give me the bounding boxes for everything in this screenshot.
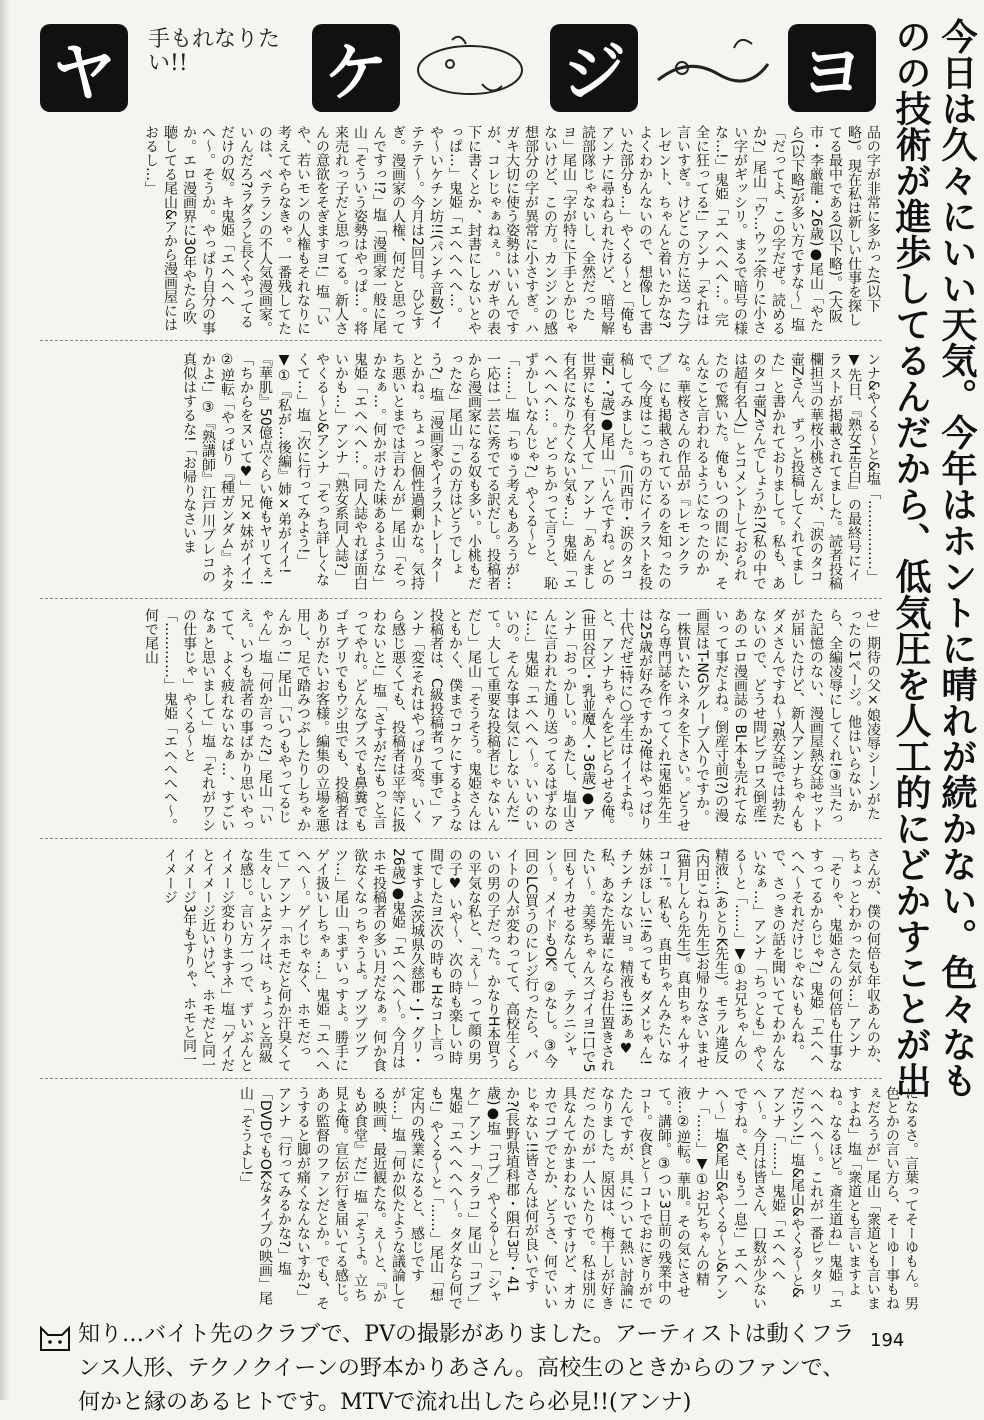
divider [40,1078,882,1079]
row-4-text: さんが、僕の何倍も年収あんのか、ちょっとわかった気が…」アンナ「そりゃ、鬼姫さんの何倍も仕事なすってるからじゃ?」鬼姫「エヘヘへへ〜それだけじゃないもんね。で、さっきの話を聞いててわかんないなぁ…」アンナ「ちっとも」やくる〜と「……」▼①お兄ちゃんの精液…(あとりK先生)。モラル違反(内田こねり先生)お帰りなさいませ(猫月しんら先生)。真由ちゃんサイコー!。私も、真由ちゃんみたいな妹がほしい!!あっても ダメじゃん!チンチンないヨ。精液も!!あぁ♥ 私、あなた先輩にならお仕置きされたい〜。美琴ちゃんスゴイヨ!口で5回もイカせるなんて、テクニシャン〜。メイドもOK。②なし。③今回のLC買うのにレジ行ったら、バイトの人が変わってて、高校生くらいの男の子だった。かなりH本買うの平気な私と、「え〜」って顔の男の子♥ いや〜、次の時も楽しい時間でしたヨ!次の時も Hなコト言ってますよ(茨城県久慈郡・J・グリ・26歳)●鬼姫「エヘヘへ〜。今月はホモ投稿者の多い月だなぁ。何か食欲なくなっちゃうよ。ブツブツブツ…」尾山「まずいっすよ。勝手にゲイ扱いしちゃぁ…」鬼姫「エヘへへへ〜。ゲイじゃなく、ホモだって」アンナ「ホモだと何か汗臭くて生々しいよ!ゲイは、ちょっと高級な感じ。言い方一つで、ずいぶんとイメージ変わりますネ」塩「ゲイだとイメージ近いけど、ホモだと同一イメージ3年もすりゃ、ホモと同一イメージ [162,848,881,1073]
divider [40,340,882,341]
row-5-text: になるさ。言葉ってそーゆもん。男色とかの言い方ら、そーゆー事もねぇだろうが」尾山「衆道とも言いますよね」塩「衆道とも言いますよね。なるほど。斎生道ね」鬼姫「エヘへへへ〜。これが一番ピッタリだ!ウン!」塩&尾山&やくる〜と&アンナ「……」鬼姫「エヘへへへ〜。今月は皆さん、口数が少ないですね。さ、もう一息!」エヘへへ〜」塩&尾山&やくる〜と&アンナ「……」▼①お兄ちゃんの精液…②逆転。華肌。その気にさせて。講師。③つい3日前の残業中のコト。夜食と〜コトでおにぎりがでたんですが、具について熱い討論になりました。原因は、梅干しが好きだったのが一人いたりで。私は別に具なんてかまわないですけど、オカカでコブでとか、どうさ、何でいいじゃない!!皆さんは何が良いですか?(長野県埴科郡・隕石3号・41歳)●塩「コブ」やくる〜と「シャケ」アンナ「タラコ」尾山「コブ」鬼姫「エヘへへへ〜。タダなら何でも!」やくる〜と「……」尾山「想定内の残業になると、感じですが…」塩「何か似たような議論してる映画、最近観たな。え〜と、『かもめ食堂』だ!」塩「そうよ。立ち見よ俺。宣伝が行き届いてる感じ。あの監督のファンだとか。でも、そうすると脚が痛くなんないすか?」アンナ「行ってみるかな?」塩「DVDでもOKなタイプの映画」尾山「そうよし!」 [238,1086,919,1310]
footer-note: 知り…バイト先のクラブで、PVの撮影がありました。アーティストは動くフランス人形、テクノクイーンの野本かりあさん。高校生のときからのファンで、何かと縁のあるヒトです。MTVで流れ出したら必見!!(アンナ) [78,1322,855,1415]
handwritten-note: 今日は久々にいい天気。今年はホントに晴れが続かない。色々なものの技術が進歩してるんだから、低気圧を人工的にどかすことが出 [890,18,978,1098]
doodle-handwriting [148,28,308,76]
cat-face-icon [38,1322,72,1356]
row-1-text: 品の字が非常に多かった(以下略)。現在私は新しい仕事を探してる最中である(以下略)。(大阪市・李厳龍・26歳)●尾山「やたら(以下略)が多い方ですな〜」塩「だってよ、この字だぜ。読めるか?」尾山「ウ…ウッ!余りに小さい字がギッシリ。まるで暗号の様な…!」鬼姫「エヘヘヘへ…。完全に狂ってる!」アンナ「それは言いすぎ。けどこの方に送ったプレゼント、ちゃんと着いたかな?よくわかんないので、想像して書いた部分も…」やくる〜と「俺もアンナに尋ねられたけど、暗号解読部隊じゃないし、全然だったヨ」尾山「字が特に下手とかじゃないけど、この方。カンジンの感想部分の字が異常に小さすぎ。ハガキ大切に使う姿勢はいいんですが、コレじゃぁねぇ。ハガキの表下に書くとか、封書にしないとやっぱ…」鬼姫「エヘへへへ…。や〜いケチン坊!!(パンチ音数)イテテテ〜。今月は2回目。ひどすぎ。漫画家の人権、何だと思ってんですっ!?」塩「漫画家一般に尾山「そういう姿勢はやっぱ…。将来売れっ子だと思ってる。新人さんの意欲をそぎますヨ!」塩「いや、若いモンの人権もそれなりに考えてやらなきゃ。一番残してたのは、ベテランの不人気漫画家。いんだろ?ラダラと長くやってるだけの奴。キ鬼姫「エヘヘへへ〜。そうか。やっぱり自分の事か。エロ漫画界に30年やたら吹聴してる尾山&アから漫画屋にはおるし…」 [143,125,881,335]
page-number: 194 [870,1330,905,1351]
doodle-text: 手もれなりたい!! [148,27,281,76]
title-kana-ke: ケ [312,24,400,112]
divider [40,598,882,599]
column-row-1 [40,125,882,335]
row-2-text: ンナ&やくる〜と&塩「……………」▼先日、『熟女H告白』の最終号にイラストが掲載されてました。読者投稿欄担当の華桜小桃さんが、「涙のタコ壷Zさん、ずっと投稿してくれてました」と書かれておりまして。私も、あのタコ壷Zさんでしょうか!?(私の中では超有名人)」とコメントしておられたので驚いた。俺もいつの間にか、そんなこと言われるようになったのかな。華桜さんの作品が『レモンクラブ』にも掲載されているのを知ったので、今度はこっちの方にイラストを投稿してみました。(川西市・涙のタコ壷Z・?歳)●尾山「いんですね。どの世界にも有名人て」アンナ「あんまし有名になりたくない気も…」鬼姫「エヘへへへ…。どっちかって言うと、恥ずかしいなんじゃ?」やくる〜と「……」塩「ちゅう考えもあろうが…一応は一芸に秀でてる訳だし。投稿者から漫画家になる奴も多い。小桃もだったな」尾山「この方はどうでしょう?」塩「漫画家やイラストレーターとかね。ちょっと個性過剰かな。気持ち悪いとまでは言わんが」尾山「そっかなぁ…。何かボけた味あるような」鬼姫「エヘへへ…。同人誌やれば面白いかも…」アンナ「熟女系同人誌?」やくる〜と&アンナ「そっち詳しくなくて…」塩「次に行ってみよう!」▼①『私が…後編』姉×弟がイイ!『華肌』50億点ぐらい俺もヤリてぇ!「ちからをヌいて♥」兄×妹がイイ!②逆転「やっぱり『種ガンダム』ネタかよ!」③『熟講師』江戸川ブレコの真似はするな!「お帰りなさいま [181,352,881,592]
column-row-2 [40,352,882,592]
eel-doodle-icon [652,28,772,108]
title-kana-yo: ヨ [788,24,876,112]
title-kana-ji: ジ [550,24,638,112]
fish-doodle-icon [412,28,532,108]
row-3-text: せ」期待の父×娘凌辱シーンがた ったの1ページ。他はいらないから、全編凌辱にしてくれ!③当たった記憶のない、漫画屋熱女誌セットが届いたけど、新人アンナちゃんもダメさんですね〜?熟女誌では勃たないので、どうせ問ビブロス倒産!あのエロ漫画誌の BL本も売れてないって事だよね。倒産寸前(?)の漫画屋はT-NGグループ入りですか。一株買いたいネタを下さい。どうせなら専門誌を作ってくれ!鬼姫先生は25歳が好みですか?俺はやっぱり十代だぜ!特に○学生はイイよね。と、アンナちゃんをビビらせる俺。(世田谷区・乳並魔人・36歳)●アンナ「おっかしい。あたし、塩山さんに言われた通り送ってるはずなのに…」鬼姫「エヘへへ〜。いいのいいの。そんな事は気にしないんだ!て。大して重要な投稿者じゃないんだし」尾山「そうそう。鬼姫さんはともかく、僕までコケにするような投稿者は、C級投稿者って事で」アンナ「変!それはやっぱり変。いくら感じ悪くても、投稿者は平等に扱わないと!」塩「さすがだ!もっと言ってやれ。どんなブスでも鼻糞でもゴキブリでもウジ虫でも、投稿者はありがたいお客様。編集の立場を悪用し、足で踏みつぶしたりしちゃかんかっ!」尾山「いつもやってるじゃん」塩「何か言った?」尾山「いえ。いつも読者の事ばかり思いやってて、よく疲れないなぁ…、すごいなぁと思いまして」塩「それがワシの仕事じゃ」やくる〜と「…………」鬼姫「エヘへへへ〜。何で尾山 [143,608,881,832]
column-row-3 [40,608,882,833]
column-row-5 [40,1086,920,1311]
title-kana-ya: ヤ [40,24,128,112]
divider [40,838,882,839]
column-title [40,18,880,118]
page-edge [0,0,10,1400]
column-row-4 [40,848,882,1073]
